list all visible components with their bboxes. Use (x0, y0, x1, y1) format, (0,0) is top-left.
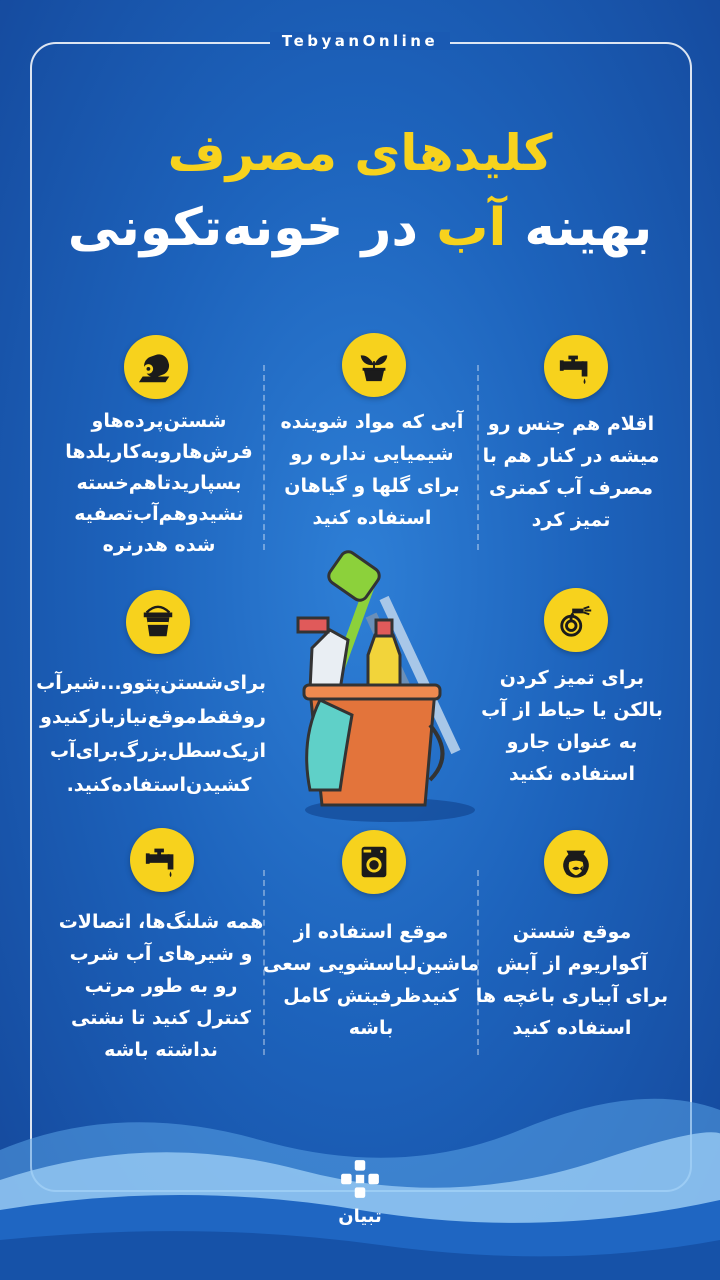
page-title (0, 118, 720, 268)
title-word-2: در خونه‌تکونی (67, 198, 419, 258)
brush-head (326, 549, 383, 604)
title-line-1: کلیدهای مصرف (167, 124, 553, 182)
tip-text: موقع استفاده از ماشین‌لباسشویی سعی کنید‌ظرفیتش کامل باشه (263, 921, 479, 1039)
faucet-icon (544, 335, 608, 399)
bucket-icon (126, 590, 190, 654)
tip-text: برای‌شستن‌پتوو...شیرآب روفقط‌موقع‌نیازبازکنیدو ازیک‌سطل‌بزرگ‌برای‌آب کشیدن‌استفاده‌کنید. (36, 672, 266, 796)
carpet-roll-icon (124, 335, 188, 399)
tip-text: همه شلنگ‌ها، اتصالات و شیرهای آب شرب رو به طور مرتب کنترل کنید تا نشتی نداشته باشه (58, 911, 264, 1061)
brand-header (0, 31, 720, 50)
brand-name: TebyanOnline (270, 32, 450, 50)
tip-text: آبی که مواد شوینده شیمیایی نداره رو برای گلها و گیاهان استفاده کنید (280, 411, 464, 529)
tip-text: شستن‌پرده‌هاو فرش‌هاروبه‌کاربلدها بسپارید‌تاهم‌خسته نشیدوهم‌آب‌تصفیه شده هدرنره (65, 410, 253, 556)
cleaning-bucket-illustration (270, 540, 480, 830)
bottle-cap (376, 620, 392, 636)
logo-text: تبیان (338, 1206, 382, 1227)
tip-text: اقلام هم جنس رو میشه در کنار هم با مصرف آب کمتری تمیز کرد (482, 413, 660, 531)
spray-bottle (310, 630, 348, 690)
title-word-1: بهینه (524, 198, 653, 258)
tip-text: موقع شستن آکواریوم از آبش برای آبیاری باغچه ها استفاده کنید (475, 921, 669, 1039)
column-divider (263, 365, 265, 550)
logo-mark-icon (339, 1158, 381, 1200)
fishbowl-icon (544, 830, 608, 894)
washing-machine-icon (342, 830, 406, 894)
bucket-rim (304, 685, 440, 699)
spray-nozzle (298, 618, 328, 632)
faucet-icon (130, 828, 194, 892)
title-highlight: آب (436, 198, 507, 258)
tebyan-logo (318, 1158, 402, 1227)
tip-text: برای تمیز کردن بالکن یا حیاط از آب به عنوان جارو استفاده نکنید (481, 667, 663, 785)
hose-icon (544, 588, 608, 652)
plant-pot-icon (342, 333, 406, 397)
title-line-2 (0, 188, 720, 268)
